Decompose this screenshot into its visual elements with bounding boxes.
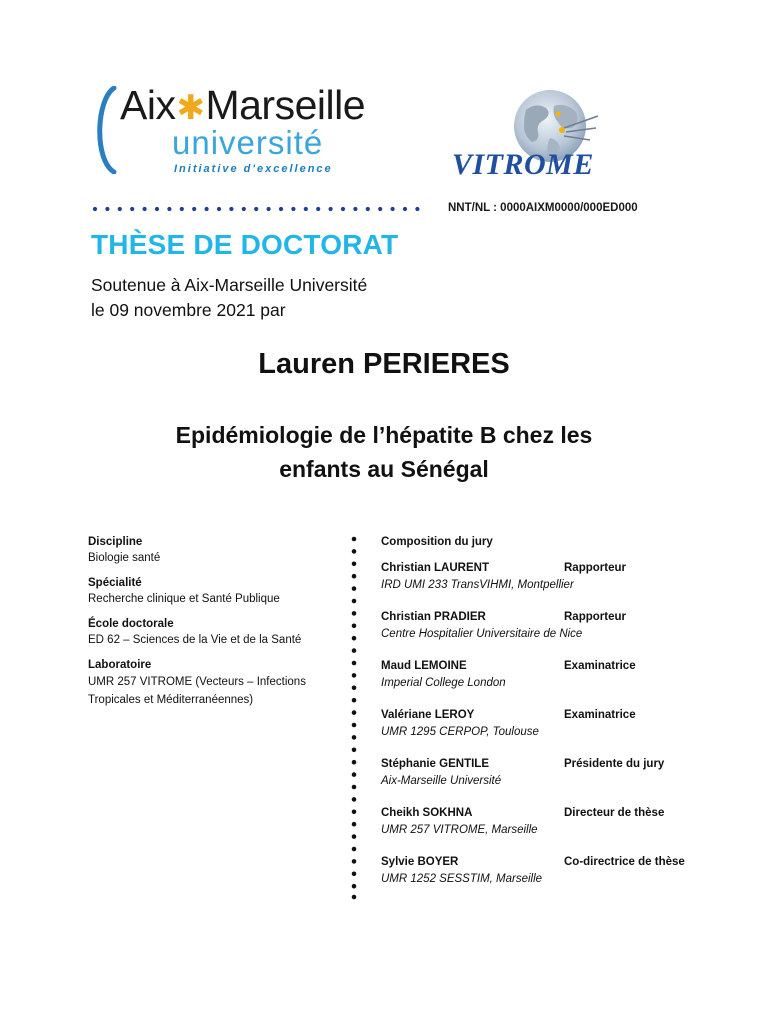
jury-name: Christian PRADIER [381, 611, 486, 623]
info-label: École doctorale [88, 618, 174, 630]
specialite-block [88, 575, 343, 607]
discipline-block [88, 534, 343, 566]
info-label: Spécialité [88, 577, 142, 589]
jury-member [381, 560, 711, 594]
jury-name: Cheikh SOKHNA [381, 807, 473, 819]
jury-affiliation: IRD UMI 233 TransVIHMI, Montpellier [381, 579, 574, 591]
jury-composition [381, 534, 711, 903]
defense-date: le 09 novembre 2021 par [91, 300, 286, 320]
jury-name: Maud LEMOINE [381, 660, 467, 672]
info-value: Recherche clinique et Santé Publique [88, 593, 280, 605]
thesis-info-column [88, 534, 343, 718]
logo-wordmark: Aix✱Marseille [120, 82, 366, 128]
jury-member [381, 854, 711, 888]
jury-name: Stéphanie GENTILE [381, 758, 489, 770]
jury-affiliation: Aix-Marseille Université [381, 775, 502, 787]
jury-role: Examinatrice [564, 660, 636, 672]
jury-role: Présidente du jury [564, 758, 665, 770]
jury-affiliation: UMR 1252 SESSTIM, Marseille [381, 873, 543, 885]
vertical-dotted-divider [349, 535, 359, 901]
dotted-separator [92, 204, 422, 214]
jury-member [381, 805, 711, 839]
info-label: Laboratoire [88, 659, 152, 671]
thesis-title-line-1: Epidémiologie de l’hépatite B chez les [175, 422, 593, 448]
jury-affiliation: UMR 257 VITROME, Marseille [381, 824, 538, 836]
jury-heading: Composition du jury [381, 536, 493, 548]
jury-affiliation: UMR 1295 CERPOP, Toulouse [381, 726, 539, 738]
info-label: Discipline [88, 536, 143, 548]
jury-role: Examinatrice [564, 709, 636, 721]
jury-affiliation: Imperial College London [381, 677, 506, 689]
thesis-title [124, 418, 644, 486]
info-value: ED 62 – Sciences de la Vie et de la Santé [88, 634, 302, 646]
jury-name: Valériane LEROY [381, 709, 475, 721]
jury-role: Rapporteur [564, 611, 626, 623]
nnt-number: NNT/NL : 0000AIXM0000/000ED000 [448, 202, 638, 214]
ecole-doctorale-block [88, 616, 343, 648]
aix-marseille-universite-logo [92, 82, 382, 180]
thesis-title-line-2: enfants au Sénégal [279, 456, 489, 482]
info-value: Biologie santé [88, 552, 161, 564]
info-value: UMR 257 VITROME (Vecteurs – Infections Tropicales et Méditerranéennes) [88, 676, 306, 706]
jury-role: Directeur de thèse [564, 807, 665, 819]
jury-member [381, 707, 711, 741]
jury-name: Christian LAURENT [381, 562, 489, 574]
logo-tagline: Initiative d'excellence [174, 163, 333, 175]
jury-member [381, 609, 711, 643]
jury-role: Rapporteur [564, 562, 626, 574]
logo-bracket-icon [92, 86, 118, 174]
author-name: Lauren PERIERES [258, 348, 510, 380]
star-icon: ✱ [176, 89, 205, 127]
jury-member [381, 756, 711, 790]
vitrome-wordmark: VITROME [452, 148, 594, 181]
jury-role: Co-directrice de thèse [564, 856, 685, 868]
defense-location: Soutenue à Aix-Marseille Université [91, 275, 368, 295]
vitrome-logo [446, 88, 636, 192]
laboratoire-block [88, 657, 343, 709]
thesis-type-heading: THÈSE DE DOCTORAT [91, 229, 399, 260]
jury-member [381, 658, 711, 692]
jury-name: Sylvie BOYER [381, 856, 459, 868]
logo-universite: université [172, 124, 324, 161]
jury-affiliation: Centre Hospitalier Universitaire de Nice [381, 628, 583, 640]
